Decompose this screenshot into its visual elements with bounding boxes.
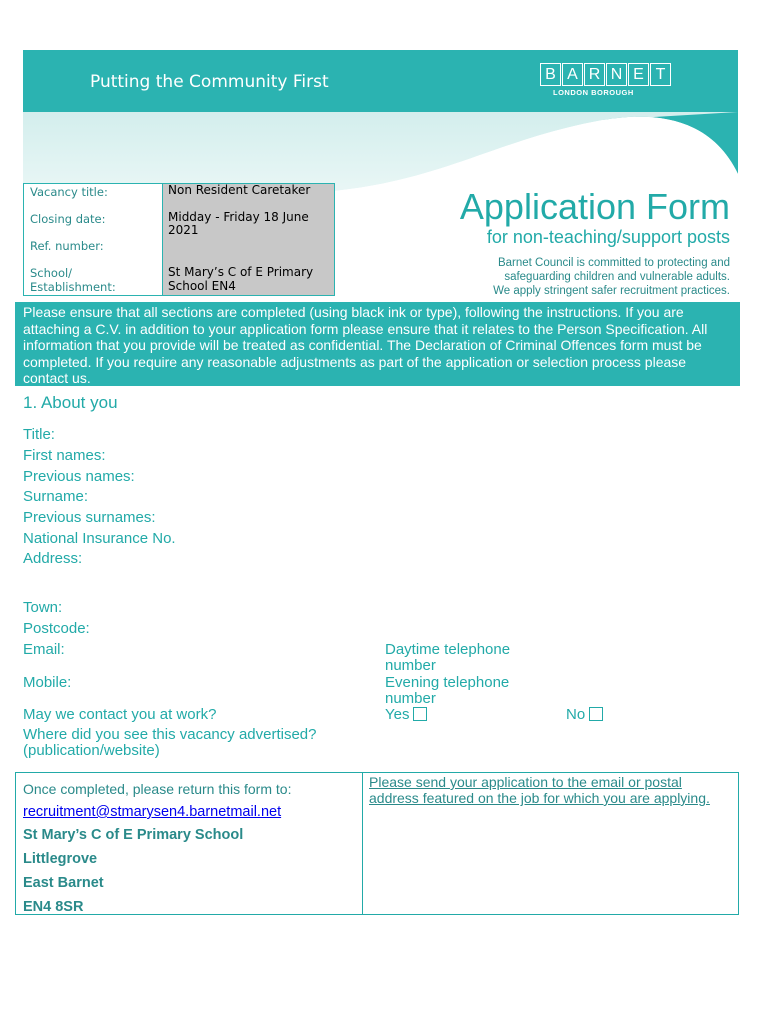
logo-letter: R (584, 63, 605, 86)
header-tagline: Putting the Community First (90, 72, 329, 92)
field-label-first-names: First names: (23, 447, 106, 464)
no-label: No (566, 706, 586, 723)
field-label-postcode: Postcode: (23, 620, 90, 637)
commitment-line: Barnet Council is committed to protecting and (497, 257, 730, 269)
logo-letter: E (628, 63, 649, 86)
field-label-ni-number: National Insurance No. (23, 530, 176, 547)
field-label-title: Title: (23, 426, 55, 443)
vacancy-title-value: Non Resident Caretaker (168, 183, 311, 197)
field-label-daytime-phone-line1: Daytime telephone (385, 641, 511, 658)
field-label-address: Address: (23, 550, 83, 567)
commitment-line: safeguarding children and vulnerable adults. (504, 271, 730, 283)
field-label-daytime-phone-line2: number (385, 657, 436, 674)
commitment-statement (493, 256, 730, 298)
logo-subtitle: LONDON BOROUGH (553, 88, 634, 97)
instructions-panel: Please ensure that all sections are completed (using black ink or type), following the instructions. If you are attaching a C.V. in addition to your application form please ensure that it relates to the Person Specification. All information that you provide will be treated as confidential. The Declaration of Criminal Offences form must be completed. If you require any reasonable adjustments as part of the application or selection process please contact us. (15, 302, 740, 386)
vacancy-title-label: Vacancy title: (30, 185, 108, 199)
field-label-evening-phone-line2: number (385, 690, 436, 707)
return-school-name: St Mary’s C of E Primary School (23, 827, 244, 843)
closing-date-value-line2: 2021 (168, 223, 199, 237)
field-label-contact-at-work: May we contact you at work? (23, 706, 217, 723)
field-label-previous-surnames: Previous surnames: (23, 509, 156, 526)
barnet-logo (540, 63, 672, 97)
field-label-mobile: Mobile: (23, 674, 72, 691)
field-label-evening-phone-line1: Evening telephone (385, 674, 510, 691)
contact-at-work-no (566, 706, 603, 723)
return-intro: Once completed, please return this form to: (23, 781, 292, 797)
send-application-note: Please send your application to the email or postal address featured on the job for which you are applying. (369, 774, 710, 806)
yes-label: Yes (385, 706, 410, 723)
return-street: Littlegrove (23, 851, 98, 867)
logo-letter: N (606, 63, 627, 86)
no-checkbox[interactable] (589, 707, 603, 721)
field-label-surname: Surname: (23, 488, 89, 505)
logo-letter: B (540, 63, 561, 86)
return-area: East Barnet (23, 875, 104, 891)
logo-letter: T (650, 63, 671, 86)
school-label-line2: Establishment: (30, 280, 116, 294)
school-value-line1: St Mary’s C of E Primary (168, 265, 314, 279)
field-label-previous-names: Previous names: (23, 468, 135, 485)
commitment-line: We apply stringent safer recruitment practices. (493, 285, 730, 297)
field-label-where-seen-line1: Where did you see this vacancy advertised? (23, 726, 317, 743)
section-title-about-you: 1. About you (23, 393, 118, 412)
return-box-divider (362, 772, 363, 915)
contact-at-work-yes (385, 706, 427, 723)
field-label-email: Email: (23, 641, 65, 658)
return-postcode: EN4 8SR (23, 899, 84, 915)
ref-number-label: Ref. number: (30, 239, 104, 253)
page-title: Application Form (459, 186, 730, 227)
page-subtitle: for non-teaching/support posts (486, 227, 730, 247)
school-value-line2: School EN4 (168, 279, 236, 293)
field-label-where-seen-line2: (publication/website) (23, 742, 160, 759)
logo-letter: A (562, 63, 583, 86)
field-label-town: Town: (23, 599, 63, 616)
yes-checkbox[interactable] (413, 707, 427, 721)
closing-date-label: Closing date: (30, 212, 106, 226)
recruitment-email-link[interactable]: recruitment@stmarysen4.barnetmail.net (23, 804, 282, 820)
school-label-line1: School/ (30, 266, 73, 280)
closing-date-value-line1: Midday - Friday 18 June (168, 210, 309, 224)
